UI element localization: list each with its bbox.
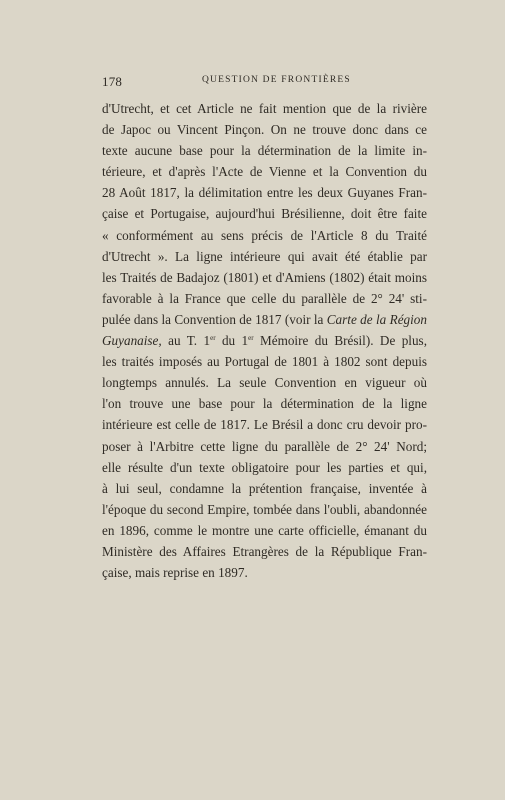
text-line-last: çaise, mais reprise en 1897. [102,565,248,581]
text-line: longtemps annulés. La seule Convention en vigueur où [102,375,427,391]
superscript-er: er [210,334,216,343]
text-fragment: Mémoire du Brésil). De plus, [253,333,427,349]
text-fragment: du 1 [215,333,249,349]
running-head: QUESTION DE FRONTIÈRES [202,75,351,85]
page-header [102,74,426,90]
text-line: elle résulte d'un texte obligatoire pour les parties et qui, [102,459,427,475]
map-title-italic-continued: Guyanaise, [102,333,162,349]
text-line: d'Utrecht, et cet Article ne fait mention que de la rivière [102,101,427,116]
text-line: en 1896, comme le montre une carte officielle, émanant du [102,522,427,538]
text-line [102,309,427,330]
text-line: 28 Août 1817, la délimitation entre les deux Guyanes Fran- [102,185,427,201]
text-line: de Japoc ou Vincent Pinçon. On ne trouve donc dans ce [102,122,427,138]
text-line: « conformément au sens précis de l'Article 8 du Traité [102,227,427,243]
text-line: les traités imposés au Portugal de 1801 à 1802 sont depuis [102,354,427,370]
page-number: 178 [102,74,123,89]
body-paragraph [102,98,427,583]
text-line: les Traités de Badajoz (1801) et d'Amiens (1802) était moins [102,269,427,285]
text-fragment: au T. 1 [168,333,211,349]
text-line: poser à l'Arbitre cette ligne du parallèle de 2° 24' Nord; [102,438,427,454]
text-line: d'Utrecht ». La ligne intérieure qui avait été établie par [102,248,427,264]
text-line: intérieure est celle de 1817. Le Brésil a donc cru devoir pro- [102,417,427,433]
text-fragment: pulée dans la Convention de 1817 (voir la [102,311,327,327]
map-title-italic: Carte de la Région [326,311,427,327]
text-line: à lui seul, condamne la prétention française, inventée à [102,480,427,496]
text-line: Ministère des Affaires Etrangères de la République Fran- [102,543,427,559]
text-line: favorable à la France que celle du parallèle de 2° 24' sti- [102,290,427,306]
text-line [102,330,427,351]
text-line: l'on trouve une base pour la détermination de la ligne [102,396,427,412]
text-line: l'époque du second Empire, tombée dans l'oubli, abandonnée [102,501,427,517]
text-line: texte aucune base pour la détermination de la limite in- [102,143,427,159]
superscript-er: er [248,334,254,343]
text-line: térieure, et d'après l'Acte de Vienne et la Convention du [102,164,427,180]
text-line: çaise et Portugaise, aujourd'hui Brésilienne, doit être faite [102,206,427,222]
